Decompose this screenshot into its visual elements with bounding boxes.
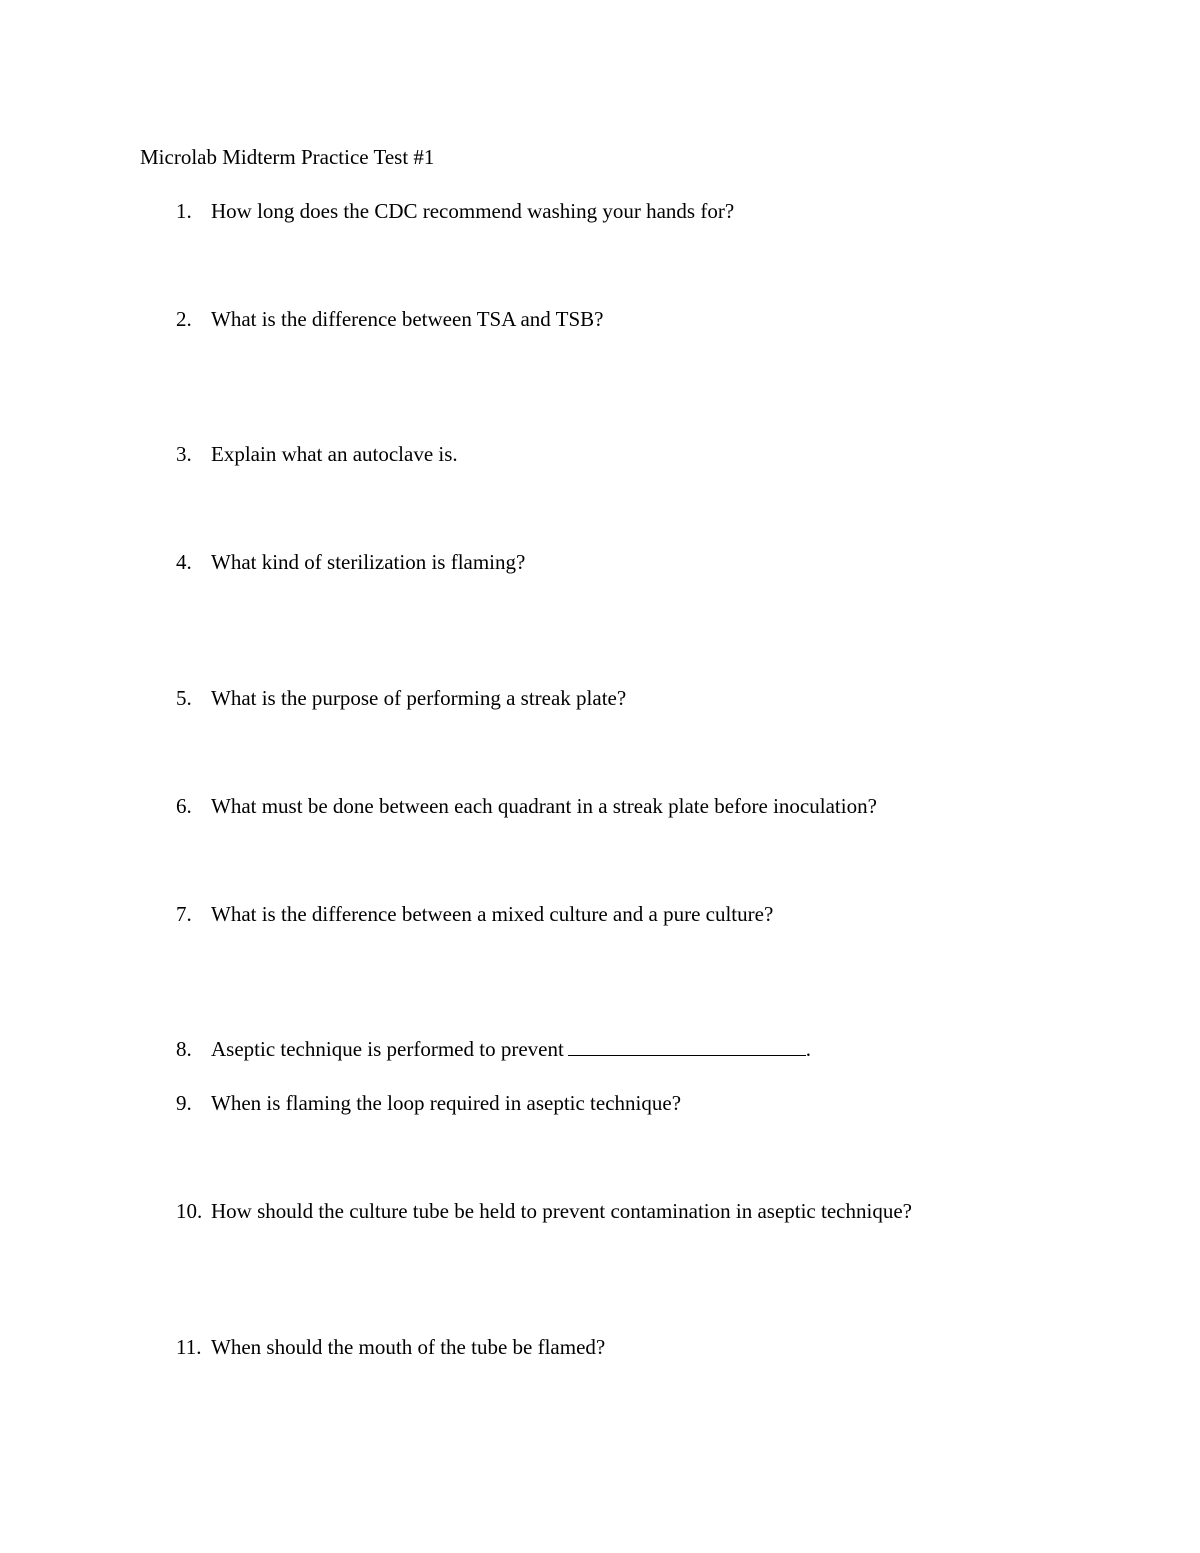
question-text: What must be done between each quadrant in a streak plate before inoculation? xyxy=(211,794,877,818)
question-10 xyxy=(176,1197,912,1225)
question-number: 10. xyxy=(176,1199,203,1223)
answer-blank-line xyxy=(568,1035,806,1056)
question-text: When should the mouth of the tube be flamed? xyxy=(211,1335,606,1359)
question-8 xyxy=(176,1035,811,1063)
question-9 xyxy=(176,1089,681,1117)
question-4 xyxy=(176,548,525,576)
question-number: 4. xyxy=(176,550,192,574)
question-text: What is the difference between a mixed culture and a pure culture? xyxy=(211,902,774,926)
question-number: 5. xyxy=(176,686,192,710)
document-title: Microlab Midterm Practice Test #1 xyxy=(140,145,435,169)
question-1 xyxy=(176,197,734,225)
question-5 xyxy=(176,684,626,712)
question-number: 9. xyxy=(176,1091,192,1115)
sentence-end-period: . xyxy=(805,1037,812,1061)
question-6 xyxy=(176,792,877,820)
question-7 xyxy=(176,900,773,928)
question-number: 8. xyxy=(176,1037,192,1061)
question-text: How long does the CDC recommend washing your hands for? xyxy=(211,199,735,223)
question-number: 1. xyxy=(176,199,192,223)
question-11 xyxy=(176,1333,605,1361)
question-text: What is the difference between TSA and TSB? xyxy=(211,307,604,331)
question-3 xyxy=(176,440,458,468)
question-number: 2. xyxy=(176,307,192,331)
question-2 xyxy=(176,305,603,333)
question-number: 6. xyxy=(176,794,192,818)
question-number: 7. xyxy=(176,902,192,926)
question-text: What kind of sterilization is flaming? xyxy=(211,550,526,574)
question-number: 3. xyxy=(176,442,192,466)
question-number: 11. xyxy=(176,1335,202,1359)
question-text: Aseptic technique is performed to prevent xyxy=(211,1037,564,1061)
question-text: When is flaming the loop required in aseptic technique? xyxy=(211,1091,682,1115)
question-text: How should the culture tube be held to prevent contamination in aseptic technique? xyxy=(211,1199,912,1223)
question-text: Explain what an autoclave is. xyxy=(211,442,458,466)
question-text: What is the purpose of performing a streak plate? xyxy=(211,686,627,710)
